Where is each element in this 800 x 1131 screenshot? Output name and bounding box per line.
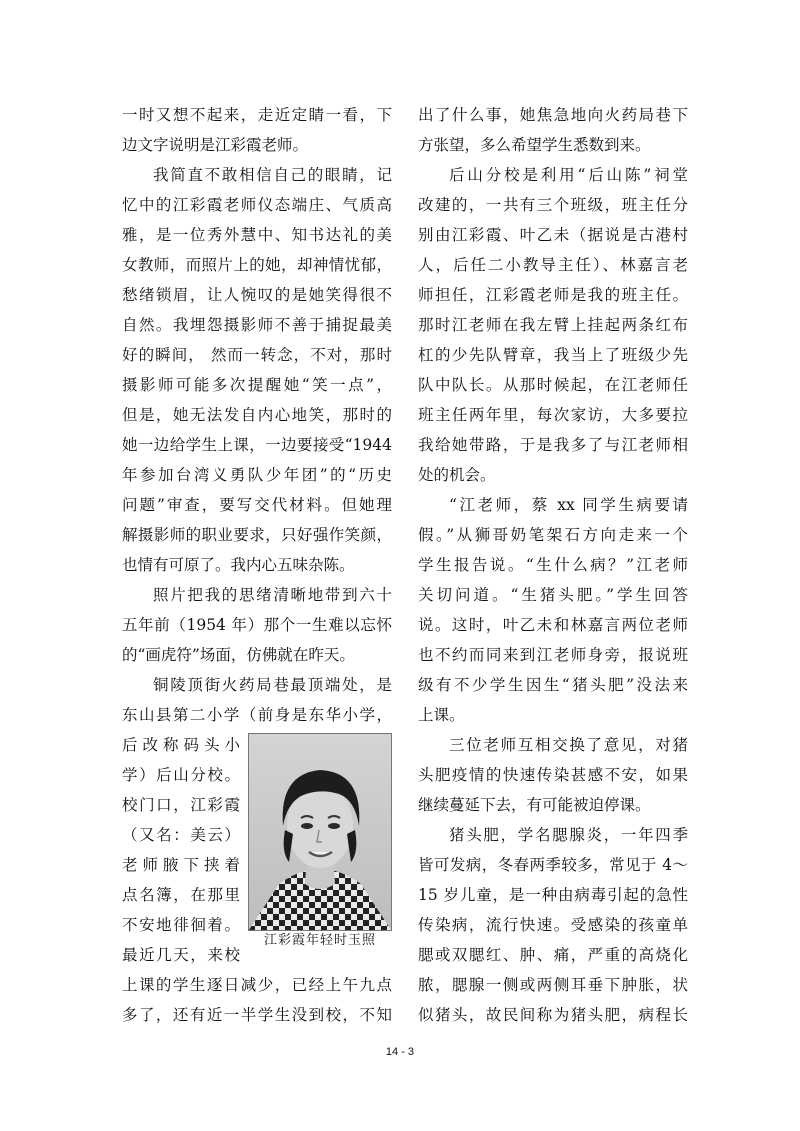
text-line: 老师腋下挟着 [122, 856, 240, 874]
text-line: 改建的，一共有三个班级，班主任分 [418, 196, 688, 214]
text-line: 上课的学生逐日减少，已经上午九点 [122, 976, 392, 994]
text-line: “江老师，蔡 xx 同学生病要请 [449, 496, 688, 514]
text-line: 出了什么事，她焦急地向火药局巷下 [418, 106, 688, 124]
text-line: 边文字说明是江彩霞老师。 [122, 136, 309, 154]
text-line: 忆中的江彩霞老师仪态端庄、气质高 [122, 196, 392, 214]
text-line: 皆可发病，冬春两季较多，常见于 4～ [418, 856, 688, 874]
text-line: 一时又想不起来，走近定睛一看，下 [122, 106, 392, 124]
text-line: 点名簿，在那里 [122, 886, 240, 904]
text-line: 不安地徘徊着。 [122, 916, 240, 934]
text-line: 上课。 [418, 706, 465, 724]
text-line: 照片把我的思绪清晰地带到六十 [153, 586, 392, 604]
text-line: 后山分校是利用“后山陈”祠堂 [449, 166, 688, 184]
text-line: 好的瞬间， 然而一转念，不对，那时 [122, 346, 392, 364]
text-line: 的“画虎符”场面，仿佛就在昨天。 [122, 646, 355, 664]
text-line: 解摄影师的职业要求，只好强作笑颜， [122, 526, 392, 544]
left-column-top-text [122, 100, 392, 730]
text-line: 猪头肥，学名腮腺炎，一年四季 [449, 826, 688, 844]
text-line: （又名：美云） [122, 826, 240, 844]
text-line: 头肥疫情的快速传染甚感不安，如果 [418, 766, 688, 784]
text-line: 班主任两年里，每次家访，大多要拉 [418, 406, 688, 424]
portrait-image [249, 734, 391, 930]
photo-caption: 江彩霞年轻时玉照 [263, 933, 376, 948]
text-line: 东山县第二小学（前身是东华小学， [122, 706, 392, 724]
text-line: 我给她带路，于是我多了与江老师相 [418, 436, 688, 454]
text-line: 15 岁儿童，是一种由病毒引起的急性 [418, 886, 688, 904]
text-line: 继续蔓延下去，有可能被迫停课。 [418, 796, 651, 814]
portrait-photo [248, 733, 392, 931]
page-number: 14 - 3 [385, 1046, 415, 1058]
text-line: 最近几天，来校 [122, 946, 240, 964]
text-line: 腮或双腮红、肿、痛，严重的高烧化 [418, 946, 688, 964]
text-line: 师担任，江彩霞老师是我的班主任。 [418, 286, 688, 304]
right-column [418, 100, 688, 1030]
text-line: 方张望，多么希望学生悉数到来。 [418, 136, 651, 154]
text-line: 愁绪锁眉，让人惋叹的是她笑得很不 [122, 286, 392, 304]
text-line: 似猪头，故民间称为猪头肥，病程长 [418, 1006, 688, 1024]
text-line: 校门口，江彩霞 [122, 796, 240, 814]
text-line: 年参加台湾义勇队少年团”的“历史 [122, 466, 392, 484]
text-line: 铜陵顶街火药局巷最顶端处，是 [153, 676, 392, 694]
text-line: 也不约而同来到江老师身旁，报说班 [418, 646, 688, 664]
text-line: 也情有可原了。我内心五味杂陈。 [122, 556, 355, 574]
text-line: 杠的少先队臂章，我当上了班级少先 [418, 346, 688, 364]
text-line: 脓，腮腺一侧或两侧耳垂下肿胀，状 [418, 976, 688, 994]
text-line: 她一边给学生上课，一边要接受“1944 [122, 436, 392, 454]
text-line: 但是，她无法发自内心地笑，那时的 [122, 406, 392, 424]
text-line: 多了，还有近一半学生没到校，不知 [122, 1006, 392, 1024]
text-line: 学生报告说。“生什么病？”江老师 [418, 556, 688, 574]
text-line: 五年前（1954 年）那个一生难以忘怀 [122, 616, 392, 634]
text-line: 三位老师互相交换了意见，对猪 [449, 736, 688, 754]
text-line: 说。这时，叶乙未和林嘉言两位老师 [418, 616, 688, 634]
text-line: 级有不少学生因生“猪头肥”没法来 [418, 676, 688, 694]
left-column-bottom-text [122, 970, 392, 1030]
text-line: 队中队长。从那时候起，在江老师任 [418, 376, 688, 394]
text-line: 后改称码头小 [122, 736, 240, 754]
right-column-text [418, 100, 688, 1030]
text-line: 别由江彩霞、叶乙未（据说是古港村 [418, 226, 688, 244]
text-line: 我简直不敢相信自己的眼睛，记 [153, 166, 392, 184]
text-line: 关切问道。“生猪头肥。”学生回答 [418, 586, 688, 604]
text-line: 摄影师可能多次提醒她“笑一点”， [122, 376, 392, 394]
text-line: 雅，是一位秀外慧中、知书达礼的美 [122, 226, 392, 244]
text-line: 那时江老师在我左臂上挂起两条红布 [418, 316, 688, 334]
text-line: 女教师，而照片上的她，却神情忧郁， [122, 256, 392, 274]
text-line: 问题”审查，要写交代材料。但她理 [122, 496, 392, 514]
text-line: 传染病，流行快速。受感染的孩童单 [418, 916, 688, 934]
text-line: 假。”从狮哥奶笔架石方向走来一个 [418, 526, 688, 544]
text-line: 自然。我埋怨摄影师不善于捕捉最美 [122, 316, 392, 334]
text-line: 处的机会。 [418, 466, 496, 484]
text-line: 学）后山分校。 [122, 766, 240, 784]
text-line: 人，后任二小教导主任）、林嘉言老 [418, 256, 688, 274]
